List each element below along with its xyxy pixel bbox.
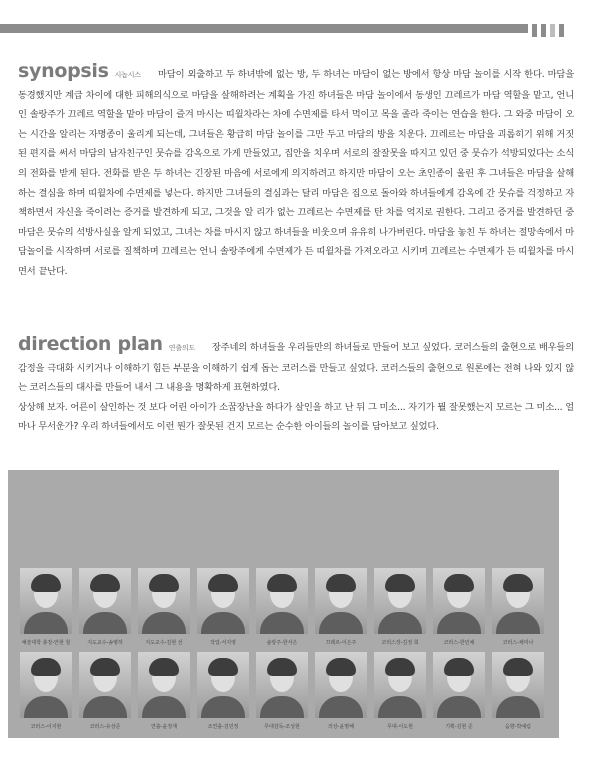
cast-portrait [374, 568, 426, 634]
synopsis-body-text: 한다. 마담을 동경했지만 계급 차이에 대한 피해의식으로 마담을 살해하려는 계획을 가진 하녀들은 마담 놀이에서 동생인 끄레르가 마담 역할을 맡고, 언니인 솔랑주가 끄레르 역할을 맡아 마담이 즐겨 마시는 띠윌차라는 차에 수면제를 타서 먹이고 목을 졸라 죽이는 연습을 한다. 그 와중 마담이 오는 시간을 알리는 자명종이 울리게 되는데, 그녀들은 황급히 마담 놀이를 그만 두고 마담의 방을 치운다. 끄레르는 마담을 괴롭히기 위해 거짓된 편지를 써서 마담의 남자친구인 뭇슈를 감옥으로 가게 만들었고, 집안을 치우며 서로의 잘잘못을 따지고 있던 중 뭇슈가 석방되었다는 소식의 전화를 받게 된다. 전화를 받은 두 하녀는 긴장된 마음에 서로에게 의지하려고 하지만 마담이 오는 초인종이 울린 후 그녀들은 마담을 살해하는 결심을 하며 띠윌차에 수면제를 넣는다. 하지만 그녀들의 결심과는 달리 마담은 집으로 돌아와 하녀들에게 감옥에 간 뭇슈를 걱정하고 자책하면서 자신을 죽이려는 증거를 발견하게 되고, 그것을 알 리가 없는 끄레르는 수면제를 탄 차를 억지로 권한다. 그리고 증거를 발견하던 중 마담은 뭇슈의 석방사실을 알게 되었고, 그녀는 차를 마시지 않고 하녀들을 비웃으며 유유히 나가버린다. 마담을 놓친 두 하녀는 절망속에서 마담놀이를 시작하며 서로를 질책하며 끄레르는 언니 솔랑주에게 수면제가 든 띠윌차를 가져오라고 시키며 끄레르는 수면제가 든 띠윌차를 마시면서 끝난다. [18, 69, 574, 277]
cast-member [256, 568, 308, 646]
direction-section [18, 335, 574, 437]
cast-caption: 작업-서지영 [210, 640, 236, 646]
cast-caption: 코러스-채미나 [502, 640, 534, 646]
cast-photo-panel [8, 470, 559, 738]
cast-member [138, 568, 190, 646]
header-bar [0, 24, 528, 33]
cast-caption: 코러스장-김정 희 [381, 640, 419, 646]
cast-portrait [197, 652, 249, 718]
cast-portrait [315, 568, 367, 634]
cast-portrait [492, 652, 544, 718]
cast-portrait [315, 652, 367, 718]
cast-portrait [138, 568, 190, 634]
cast-member [197, 652, 249, 730]
cast-portrait [79, 652, 131, 718]
cast-portrait [374, 652, 426, 718]
cast-caption: 예술대학 총장-안현 철 [21, 640, 71, 646]
cast-member [374, 652, 426, 730]
cast-member [433, 652, 485, 730]
direction-body-text: 배우들의 감정을 극대화 시키거나 이해하기 힘든 부분을 이해하기 쉽게 돕는 코러스를 만들고 싶었다. 코러스들의 출현으로 원론에는 전혀 나와 있지 않는 코러스들의 대사를 만들어 내서 그 내용을 명확하게 표현하였다. [18, 342, 574, 394]
cast-caption: 무대감독-조성현 [264, 724, 300, 730]
synopsis-section [18, 62, 574, 282]
cast-caption: 무대-이도현 [387, 724, 413, 730]
cast-member [433, 568, 485, 646]
cast-caption: 코러스-한민채 [443, 640, 475, 646]
cast-member [79, 568, 131, 646]
cast-portrait [256, 652, 308, 718]
synopsis-title: synopsis [18, 60, 109, 82]
cast-caption: 코러스-유상준 [89, 724, 121, 730]
cast-portrait [138, 652, 190, 718]
cast-caption: 조연출-김민정 [207, 724, 239, 730]
cast-grid [20, 568, 544, 730]
cast-member [492, 652, 544, 730]
cast-caption: 지도교수-김현 선 [145, 640, 183, 646]
synopsis-subtitle: 시놉시스 [114, 71, 141, 79]
cast-member [138, 652, 190, 730]
cast-caption: 코러스-이지현 [30, 724, 62, 730]
cast-member [20, 568, 72, 646]
cast-member [315, 568, 367, 646]
cast-portrait [256, 568, 308, 634]
direction-paragraph-2: 상상해 보자. 어른이 살인하는 것 보다 어린 아이가 소꿉장난을 하다가 살인을 하고 난 뒤 그 미소... 자기가 뭘 잘못했는지 모르는 그 미소... 얼마나 무서운가? 우리 하녀들에서도 이런 뭔가 잘못된 건지 모르는 순수한 아이들의 놀이를 담아보고 싶었다. [18, 401, 574, 433]
synopsis-paragraph [18, 62, 574, 282]
cast-member [197, 568, 249, 646]
synopsis-lead-text: 마담이 외출하고 두 하녀밖에 없는 방, 두 하녀는 마담이 없는 방에서 항상 마담 놀이를 시작 [158, 69, 522, 80]
cast-portrait [79, 568, 131, 634]
cast-portrait [20, 652, 72, 718]
cast-caption: 기획-김현 준 [445, 724, 473, 730]
cast-caption: 의상-윤명해 [328, 724, 354, 730]
direction-paragraph [18, 335, 574, 398]
direction-lead-text: 장주네의 하녀들을 우리들만의 하녀들로 만들어 보고 싶었다. 코러스들의 출현으로 [211, 342, 536, 353]
cast-caption: 솔랑주-한서은 [266, 640, 298, 646]
direction-title: direction plan [18, 333, 163, 355]
cast-member [256, 652, 308, 730]
direction-heading [18, 333, 212, 355]
cast-member [20, 652, 72, 730]
cast-caption: 음향-박예림 [505, 724, 531, 730]
cast-portrait [197, 568, 249, 634]
cast-member [492, 568, 544, 646]
direction-subtitle: 연출의도 [168, 344, 196, 352]
cast-portrait [433, 652, 485, 718]
header-stripes [532, 24, 564, 37]
cast-member [315, 652, 367, 730]
cast-caption: 지도교수-송병하 [87, 640, 123, 646]
cast-portrait [20, 568, 72, 634]
cast-portrait [433, 568, 485, 634]
cast-caption: 끄레르-이은주 [325, 640, 357, 646]
cast-member [79, 652, 131, 730]
cast-portrait [492, 568, 544, 634]
cast-member [374, 568, 426, 646]
cast-caption: 연출-윤정재 [151, 724, 177, 730]
synopsis-heading [18, 60, 158, 82]
